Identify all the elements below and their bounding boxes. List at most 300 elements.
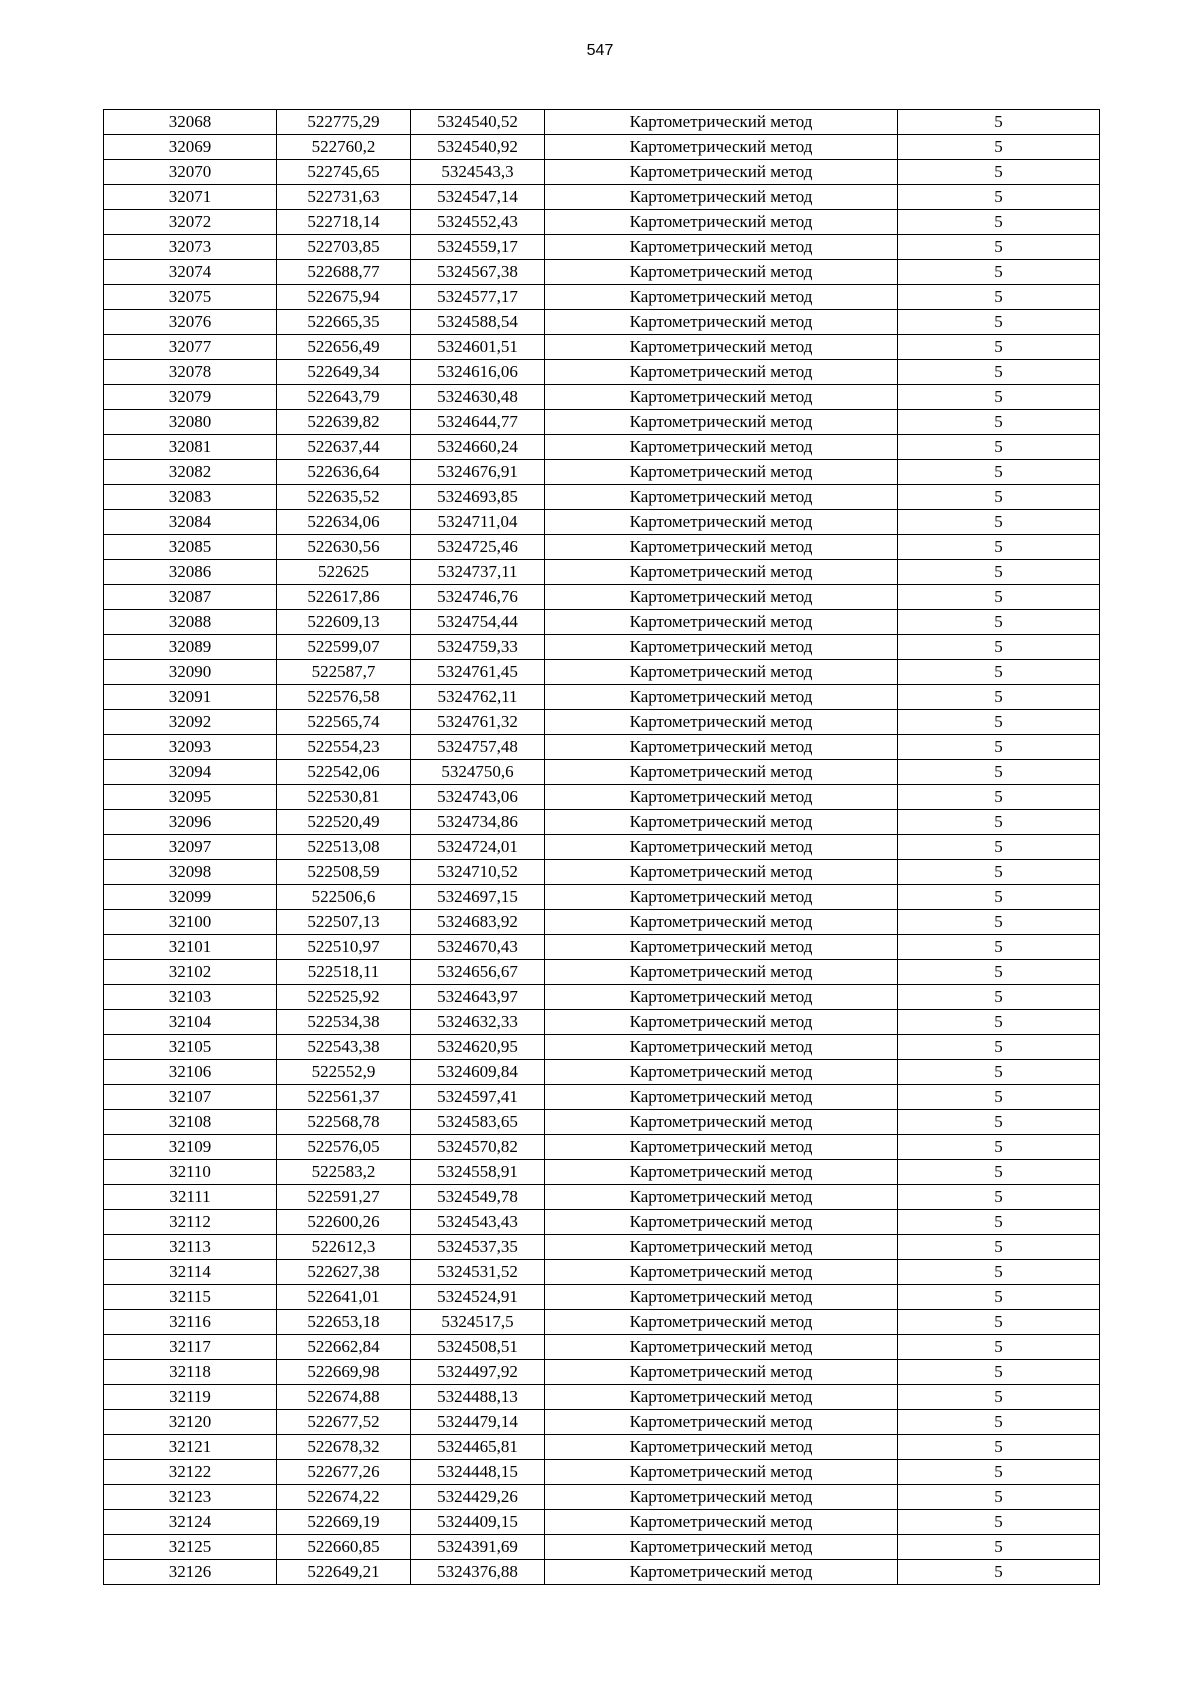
method-cell: Картометрический метод	[545, 1085, 898, 1110]
table-row	[104, 1060, 1100, 1085]
y-coordinate-cell: 5324616,06	[411, 360, 545, 385]
table-row	[104, 560, 1100, 585]
table-row	[104, 1535, 1100, 1560]
y-coordinate-cell: 5324759,33	[411, 635, 545, 660]
y-coordinate-cell: 5324409,15	[411, 1510, 545, 1535]
method-cell: Картометрический метод	[545, 1035, 898, 1060]
y-coordinate-cell: 5324583,65	[411, 1110, 545, 1135]
point-number-cell: 32125	[104, 1535, 277, 1560]
accuracy-cell: 5	[898, 1160, 1100, 1185]
method-cell: Картометрический метод	[545, 1185, 898, 1210]
accuracy-cell: 5	[898, 535, 1100, 560]
x-coordinate-cell: 522530,81	[277, 785, 411, 810]
y-coordinate-cell: 5324429,26	[411, 1485, 545, 1510]
method-cell: Картометрический метод	[545, 1110, 898, 1135]
table-row	[104, 760, 1100, 785]
x-coordinate-cell: 522639,82	[277, 410, 411, 435]
method-cell: Картометрический метод	[545, 735, 898, 760]
accuracy-cell: 5	[898, 1035, 1100, 1060]
point-number-cell: 32103	[104, 985, 277, 1010]
point-number-cell: 32088	[104, 610, 277, 635]
x-coordinate-cell: 522506,6	[277, 885, 411, 910]
accuracy-cell: 5	[898, 1110, 1100, 1135]
point-number-cell: 32115	[104, 1285, 277, 1310]
x-coordinate-cell: 522660,85	[277, 1535, 411, 1560]
x-coordinate-cell: 522630,56	[277, 535, 411, 560]
y-coordinate-cell: 5324547,14	[411, 185, 545, 210]
point-number-cell: 32109	[104, 1135, 277, 1160]
y-coordinate-cell: 5324497,92	[411, 1360, 545, 1385]
y-coordinate-cell: 5324552,43	[411, 210, 545, 235]
point-number-cell: 32099	[104, 885, 277, 910]
x-coordinate-cell: 522627,38	[277, 1260, 411, 1285]
accuracy-cell: 5	[898, 310, 1100, 335]
point-number-cell: 32093	[104, 735, 277, 760]
point-number-cell: 32075	[104, 285, 277, 310]
y-coordinate-cell: 5324540,52	[411, 110, 545, 135]
point-number-cell: 32119	[104, 1385, 277, 1410]
x-coordinate-cell: 522520,49	[277, 810, 411, 835]
accuracy-cell: 5	[898, 385, 1100, 410]
table-row	[104, 935, 1100, 960]
y-coordinate-cell: 5324754,44	[411, 610, 545, 635]
x-coordinate-cell: 522678,32	[277, 1435, 411, 1460]
table-row	[104, 1460, 1100, 1485]
table-row	[104, 185, 1100, 210]
y-coordinate-cell: 5324524,91	[411, 1285, 545, 1310]
table-row	[104, 435, 1100, 460]
y-coordinate-cell: 5324517,5	[411, 1310, 545, 1335]
method-cell: Картометрический метод	[545, 660, 898, 685]
x-coordinate-cell: 522583,2	[277, 1160, 411, 1185]
y-coordinate-cell: 5324559,17	[411, 235, 545, 260]
table-row	[104, 985, 1100, 1010]
x-coordinate-cell: 522641,01	[277, 1285, 411, 1310]
table-row	[104, 1410, 1100, 1435]
y-coordinate-cell: 5324724,01	[411, 835, 545, 860]
accuracy-cell: 5	[898, 1285, 1100, 1310]
y-coordinate-cell: 5324479,14	[411, 1410, 545, 1435]
point-number-cell: 32107	[104, 1085, 277, 1110]
method-cell: Картометрический метод	[545, 1135, 898, 1160]
table-row	[104, 1235, 1100, 1260]
method-cell: Картометрический метод	[545, 1360, 898, 1385]
accuracy-cell: 5	[898, 785, 1100, 810]
method-cell: Картометрический метод	[545, 435, 898, 460]
table-row	[104, 710, 1100, 735]
method-cell: Картометрический метод	[545, 460, 898, 485]
method-cell: Картометрический метод	[545, 1485, 898, 1510]
y-coordinate-cell: 5324597,41	[411, 1085, 545, 1110]
accuracy-cell: 5	[898, 1435, 1100, 1460]
accuracy-cell: 5	[898, 510, 1100, 535]
point-number-cell: 32072	[104, 210, 277, 235]
table-row	[104, 485, 1100, 510]
accuracy-cell: 5	[898, 910, 1100, 935]
accuracy-cell: 5	[898, 885, 1100, 910]
accuracy-cell: 5	[898, 1310, 1100, 1335]
y-coordinate-cell: 5324531,52	[411, 1260, 545, 1285]
accuracy-cell: 5	[898, 1260, 1100, 1285]
x-coordinate-cell: 522745,65	[277, 160, 411, 185]
x-coordinate-cell: 522731,63	[277, 185, 411, 210]
table-row	[104, 1110, 1100, 1135]
x-coordinate-cell: 522609,13	[277, 610, 411, 635]
table-row	[104, 810, 1100, 835]
point-number-cell: 32120	[104, 1410, 277, 1435]
x-coordinate-cell: 522634,06	[277, 510, 411, 535]
table-row	[104, 360, 1100, 385]
point-number-cell: 32116	[104, 1310, 277, 1335]
y-coordinate-cell: 5324734,86	[411, 810, 545, 835]
y-coordinate-cell: 5324391,69	[411, 1535, 545, 1560]
y-coordinate-cell: 5324588,54	[411, 310, 545, 335]
point-number-cell: 32105	[104, 1035, 277, 1060]
page-number: 547	[586, 42, 614, 59]
table-row	[104, 385, 1100, 410]
table-row	[104, 1210, 1100, 1235]
table-row	[104, 510, 1100, 535]
accuracy-cell: 5	[898, 710, 1100, 735]
y-coordinate-cell: 5324762,11	[411, 685, 545, 710]
accuracy-cell: 5	[898, 1335, 1100, 1360]
x-coordinate-cell: 522525,92	[277, 985, 411, 1010]
method-cell: Картометрический метод	[545, 235, 898, 260]
x-coordinate-cell: 522587,7	[277, 660, 411, 685]
x-coordinate-cell: 522599,07	[277, 635, 411, 660]
y-coordinate-cell: 5324488,13	[411, 1385, 545, 1410]
method-cell: Картометрический метод	[545, 310, 898, 335]
point-number-cell: 32106	[104, 1060, 277, 1085]
method-cell: Картометрический метод	[545, 1435, 898, 1460]
x-coordinate-cell: 522508,59	[277, 860, 411, 885]
x-coordinate-cell: 522625	[277, 560, 411, 585]
method-cell: Картометрический метод	[545, 1285, 898, 1310]
x-coordinate-cell: 522635,52	[277, 485, 411, 510]
x-coordinate-cell: 522760,2	[277, 135, 411, 160]
y-coordinate-cell: 5324676,91	[411, 460, 545, 485]
point-number-cell: 32086	[104, 560, 277, 585]
point-number-cell: 32111	[104, 1185, 277, 1210]
table-row	[104, 685, 1100, 710]
table-row	[104, 1010, 1100, 1035]
y-coordinate-cell: 5324448,15	[411, 1460, 545, 1485]
method-cell: Картометрический метод	[545, 585, 898, 610]
point-number-cell: 32083	[104, 485, 277, 510]
method-cell: Картометрический метод	[545, 635, 898, 660]
accuracy-cell: 5	[898, 1510, 1100, 1535]
method-cell: Картометрический метод	[545, 560, 898, 585]
accuracy-cell: 5	[898, 435, 1100, 460]
accuracy-cell: 5	[898, 135, 1100, 160]
y-coordinate-cell: 5324620,95	[411, 1035, 545, 1060]
accuracy-cell: 5	[898, 485, 1100, 510]
method-cell: Картометрический метод	[545, 985, 898, 1010]
point-number-cell: 32101	[104, 935, 277, 960]
method-cell: Картометрический метод	[545, 785, 898, 810]
x-coordinate-cell: 522653,18	[277, 1310, 411, 1335]
x-coordinate-cell: 522576,58	[277, 685, 411, 710]
point-number-cell: 32090	[104, 660, 277, 685]
y-coordinate-cell: 5324632,33	[411, 1010, 545, 1035]
point-number-cell: 32071	[104, 185, 277, 210]
table-row	[104, 910, 1100, 935]
accuracy-cell: 5	[898, 1535, 1100, 1560]
point-number-cell: 32112	[104, 1210, 277, 1235]
x-coordinate-cell: 522669,19	[277, 1510, 411, 1535]
point-number-cell: 32080	[104, 410, 277, 435]
method-cell: Картометрический метод	[545, 1235, 898, 1260]
y-coordinate-cell: 5324558,91	[411, 1160, 545, 1185]
x-coordinate-cell: 522510,97	[277, 935, 411, 960]
x-coordinate-cell: 522637,44	[277, 435, 411, 460]
table-row	[104, 585, 1100, 610]
point-number-cell: 32113	[104, 1235, 277, 1260]
table-row	[104, 1135, 1100, 1160]
point-number-cell: 32089	[104, 635, 277, 660]
y-coordinate-cell: 5324543,43	[411, 1210, 545, 1235]
point-number-cell: 32073	[104, 235, 277, 260]
y-coordinate-cell: 5324577,17	[411, 285, 545, 310]
method-cell: Картометрический метод	[545, 710, 898, 735]
table-row	[104, 960, 1100, 985]
point-number-cell: 32118	[104, 1360, 277, 1385]
accuracy-cell: 5	[898, 810, 1100, 835]
point-number-cell: 32087	[104, 585, 277, 610]
table-row	[104, 160, 1100, 185]
table-row	[104, 785, 1100, 810]
x-coordinate-cell: 522649,34	[277, 360, 411, 385]
accuracy-cell: 5	[898, 960, 1100, 985]
y-coordinate-cell: 5324465,81	[411, 1435, 545, 1460]
accuracy-cell: 5	[898, 1485, 1100, 1510]
point-number-cell: 32121	[104, 1435, 277, 1460]
accuracy-cell: 5	[898, 1235, 1100, 1260]
point-number-cell: 32076	[104, 310, 277, 335]
point-number-cell: 32077	[104, 335, 277, 360]
table-row	[104, 1185, 1100, 1210]
point-number-cell: 32126	[104, 1560, 277, 1585]
table-row	[104, 1560, 1100, 1585]
accuracy-cell: 5	[898, 585, 1100, 610]
table-row	[104, 110, 1100, 135]
coordinates-table	[103, 109, 1100, 1585]
point-number-cell: 32114	[104, 1260, 277, 1285]
method-cell: Картометрический метод	[545, 535, 898, 560]
y-coordinate-cell: 5324570,82	[411, 1135, 545, 1160]
accuracy-cell: 5	[898, 560, 1100, 585]
table-row	[104, 1335, 1100, 1360]
method-cell: Картометрический метод	[545, 285, 898, 310]
y-coordinate-cell: 5324710,52	[411, 860, 545, 885]
table-row	[104, 260, 1100, 285]
point-number-cell: 32097	[104, 835, 277, 860]
table-row	[104, 1035, 1100, 1060]
x-coordinate-cell: 522518,11	[277, 960, 411, 985]
method-cell: Картометрический метод	[545, 185, 898, 210]
method-cell: Картометрический метод	[545, 335, 898, 360]
x-coordinate-cell: 522677,52	[277, 1410, 411, 1435]
accuracy-cell: 5	[898, 285, 1100, 310]
y-coordinate-cell: 5324376,88	[411, 1560, 545, 1585]
accuracy-cell: 5	[898, 460, 1100, 485]
x-coordinate-cell: 522612,3	[277, 1235, 411, 1260]
point-number-cell: 32069	[104, 135, 277, 160]
table-row	[104, 1260, 1100, 1285]
x-coordinate-cell: 522568,78	[277, 1110, 411, 1135]
y-coordinate-cell: 5324683,92	[411, 910, 545, 935]
method-cell: Картометрический метод	[545, 410, 898, 435]
y-coordinate-cell: 5324549,78	[411, 1185, 545, 1210]
point-number-cell: 32078	[104, 360, 277, 385]
y-coordinate-cell: 5324656,67	[411, 960, 545, 985]
y-coordinate-cell: 5324508,51	[411, 1335, 545, 1360]
y-coordinate-cell: 5324711,04	[411, 510, 545, 535]
method-cell: Картометрический метод	[545, 910, 898, 935]
y-coordinate-cell: 5324567,38	[411, 260, 545, 285]
point-number-cell: 32091	[104, 685, 277, 710]
method-cell: Картометрический метод	[545, 1335, 898, 1360]
method-cell: Картометрический метод	[545, 485, 898, 510]
table-row	[104, 735, 1100, 760]
point-number-cell: 32110	[104, 1160, 277, 1185]
table-row	[104, 1360, 1100, 1385]
accuracy-cell: 5	[898, 1185, 1100, 1210]
point-number-cell: 32070	[104, 160, 277, 185]
table-row	[104, 660, 1100, 685]
y-coordinate-cell: 5324693,85	[411, 485, 545, 510]
x-coordinate-cell: 522554,23	[277, 735, 411, 760]
point-number-cell: 32082	[104, 460, 277, 485]
method-cell: Картометрический метод	[545, 1410, 898, 1435]
accuracy-cell: 5	[898, 685, 1100, 710]
method-cell: Картометрический метод	[545, 1385, 898, 1410]
x-coordinate-cell: 522600,26	[277, 1210, 411, 1235]
accuracy-cell: 5	[898, 1060, 1100, 1085]
point-number-cell: 32123	[104, 1485, 277, 1510]
method-cell: Картометрический метод	[545, 1310, 898, 1335]
table-row	[104, 860, 1100, 885]
point-number-cell: 32074	[104, 260, 277, 285]
point-number-cell: 32122	[104, 1460, 277, 1485]
y-coordinate-cell: 5324750,6	[411, 760, 545, 785]
table-row	[104, 460, 1100, 485]
method-cell: Картометрический метод	[545, 135, 898, 160]
accuracy-cell: 5	[898, 1560, 1100, 1585]
table-row	[104, 310, 1100, 335]
x-coordinate-cell: 522576,05	[277, 1135, 411, 1160]
method-cell: Картометрический метод	[545, 810, 898, 835]
x-coordinate-cell: 522674,88	[277, 1385, 411, 1410]
coordinates-table-body	[104, 110, 1100, 1585]
method-cell: Картометрический метод	[545, 935, 898, 960]
y-coordinate-cell: 5324601,51	[411, 335, 545, 360]
point-number-cell: 32096	[104, 810, 277, 835]
accuracy-cell: 5	[898, 1385, 1100, 1410]
method-cell: Картометрический метод	[545, 510, 898, 535]
method-cell: Картометрический метод	[545, 835, 898, 860]
method-cell: Картометрический метод	[545, 1210, 898, 1235]
x-coordinate-cell: 522552,9	[277, 1060, 411, 1085]
y-coordinate-cell: 5324630,48	[411, 385, 545, 410]
x-coordinate-cell: 522662,84	[277, 1335, 411, 1360]
y-coordinate-cell: 5324743,06	[411, 785, 545, 810]
accuracy-cell: 5	[898, 335, 1100, 360]
y-coordinate-cell: 5324670,43	[411, 935, 545, 960]
accuracy-cell: 5	[898, 760, 1100, 785]
method-cell: Картометрический метод	[545, 260, 898, 285]
method-cell: Картометрический метод	[545, 110, 898, 135]
point-number-cell: 32104	[104, 1010, 277, 1035]
table-row	[104, 135, 1100, 160]
table-row	[104, 1310, 1100, 1335]
x-coordinate-cell: 522656,49	[277, 335, 411, 360]
method-cell: Картометрический метод	[545, 210, 898, 235]
x-coordinate-cell: 522665,35	[277, 310, 411, 335]
table-row	[104, 1485, 1100, 1510]
point-number-cell: 32068	[104, 110, 277, 135]
y-coordinate-cell: 5324746,76	[411, 585, 545, 610]
accuracy-cell: 5	[898, 410, 1100, 435]
table-row	[104, 535, 1100, 560]
table-row	[104, 1285, 1100, 1310]
method-cell: Картометрический метод	[545, 1010, 898, 1035]
method-cell: Картометрический метод	[545, 760, 898, 785]
x-coordinate-cell: 522513,08	[277, 835, 411, 860]
method-cell: Картометрический метод	[545, 610, 898, 635]
y-coordinate-cell: 5324761,45	[411, 660, 545, 685]
method-cell: Картометрический метод	[545, 1535, 898, 1560]
y-coordinate-cell: 5324644,77	[411, 410, 545, 435]
x-coordinate-cell: 522649,21	[277, 1560, 411, 1585]
accuracy-cell: 5	[898, 635, 1100, 660]
method-cell: Картометрический метод	[545, 1160, 898, 1185]
point-number-cell: 32117	[104, 1335, 277, 1360]
y-coordinate-cell: 5324737,11	[411, 560, 545, 585]
accuracy-cell: 5	[898, 1210, 1100, 1235]
table-row	[104, 835, 1100, 860]
accuracy-cell: 5	[898, 660, 1100, 685]
table-row	[104, 285, 1100, 310]
accuracy-cell: 5	[898, 985, 1100, 1010]
x-coordinate-cell: 522542,06	[277, 760, 411, 785]
method-cell: Картометрический метод	[545, 1510, 898, 1535]
y-coordinate-cell: 5324609,84	[411, 1060, 545, 1085]
accuracy-cell: 5	[898, 610, 1100, 635]
accuracy-cell: 5	[898, 1410, 1100, 1435]
x-coordinate-cell: 522775,29	[277, 110, 411, 135]
table-row	[104, 210, 1100, 235]
method-cell: Картометрический метод	[545, 1560, 898, 1585]
point-number-cell: 32098	[104, 860, 277, 885]
x-coordinate-cell: 522677,26	[277, 1460, 411, 1485]
point-number-cell: 32124	[104, 1510, 277, 1535]
x-coordinate-cell: 522543,38	[277, 1035, 411, 1060]
method-cell: Картометрический метод	[545, 860, 898, 885]
y-coordinate-cell: 5324697,15	[411, 885, 545, 910]
accuracy-cell: 5	[898, 860, 1100, 885]
method-cell: Картометрический метод	[545, 685, 898, 710]
point-number-cell: 32079	[104, 385, 277, 410]
x-coordinate-cell: 522507,13	[277, 910, 411, 935]
y-coordinate-cell: 5324537,35	[411, 1235, 545, 1260]
table-row	[104, 1085, 1100, 1110]
accuracy-cell: 5	[898, 1460, 1100, 1485]
x-coordinate-cell: 522636,64	[277, 460, 411, 485]
point-number-cell: 32108	[104, 1110, 277, 1135]
method-cell: Картометрический метод	[545, 1460, 898, 1485]
accuracy-cell: 5	[898, 360, 1100, 385]
